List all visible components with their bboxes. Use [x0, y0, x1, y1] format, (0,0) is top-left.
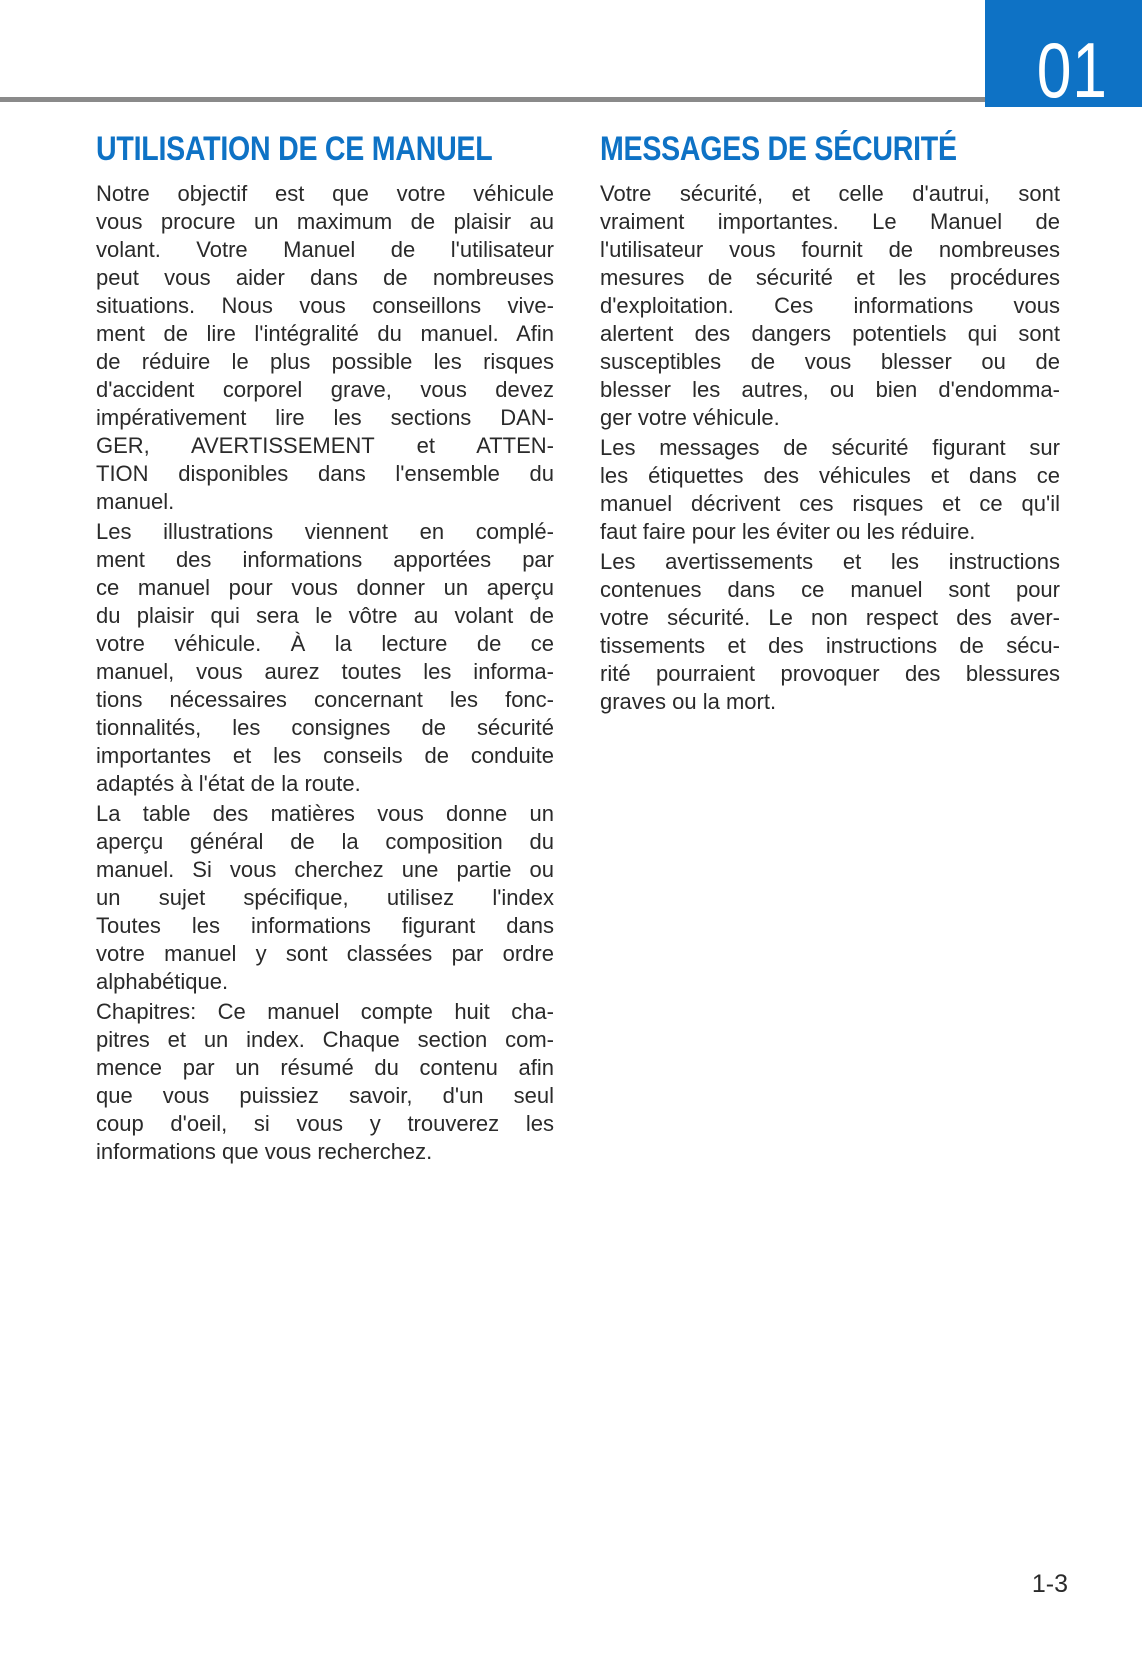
text-line: votre manuel y sont classées par ordre	[96, 941, 554, 966]
text-line: volant. Votre Manuel de l'utilisateur	[96, 237, 554, 262]
text-line: Les illustrations viennent en complé-	[96, 519, 554, 544]
section-heading-utilisation: UTILISATION DE CE MANUEL	[96, 130, 493, 168]
page-number: 1-3	[1031, 1570, 1068, 1598]
paragraph	[600, 548, 1060, 716]
text-line: de réduire le plus possible les risques	[96, 349, 554, 374]
text-line: mence par un résumé du contenu afin	[96, 1055, 554, 1080]
text-line: peut vous aider dans de nombreuses	[96, 265, 554, 290]
paragraph	[600, 180, 1060, 432]
text-line: coup d'oeil, si vous y trouverez les	[96, 1111, 554, 1136]
text-line: tionnalités, les consignes de sécurité	[96, 715, 554, 740]
text-line: susceptibles de vous blesser ou de	[600, 349, 1060, 374]
text-line: d'exploitation. Ces informations vous	[600, 293, 1060, 318]
text-line: manuel, vous aurez toutes les informa-	[96, 659, 554, 684]
text-line: mesures de sécurité et les procédures	[600, 265, 1060, 290]
text-line: adaptés à l'état de la route.	[96, 771, 361, 796]
text-line: votre véhicule. À la lecture de ce	[96, 631, 554, 656]
page-content	[96, 128, 1060, 1168]
text-line: faut faire pour les éviter ou les réduire.	[600, 519, 976, 544]
section-heading-messages: MESSAGES DE SÉCURITÉ	[600, 130, 957, 168]
text-line: TION disponibles dans l'ensemble du	[96, 461, 554, 486]
column-messages	[600, 128, 1060, 1168]
text-line: impérativement lire les sections DAN-	[96, 405, 554, 430]
text-line: GER, AVERTISSEMENT et ATTEN-	[96, 433, 554, 458]
text-line: vous procure un maximum de plaisir au	[96, 209, 554, 234]
paragraph	[96, 180, 554, 516]
text-line: ger votre véhicule.	[600, 405, 780, 430]
column-paragraphs	[96, 180, 554, 1166]
text-line: importantes et les conseils de conduite	[96, 743, 554, 768]
paragraph	[96, 800, 554, 996]
chapter-number: 01	[1036, 26, 1108, 115]
text-line: alphabétique.	[96, 969, 229, 994]
text-line: rité pourraient provoquer des blessures	[600, 661, 1060, 686]
chapter-badge	[985, 0, 1142, 115]
text-line: graves ou la mort.	[600, 689, 777, 714]
text-line: Notre objectif est que votre véhicule	[96, 181, 554, 206]
text-line: manuel décrivent ces risques et ce qu'il	[600, 491, 1060, 516]
text-line: tions nécessaires concernant les fonc-	[96, 687, 554, 712]
text-line: ce manuel pour vous donner un aperçu	[96, 575, 554, 600]
text-line: manuel.	[96, 489, 175, 514]
column-utilisation	[96, 128, 554, 1168]
paragraph	[96, 518, 554, 798]
text-line: Toutes les informations figurant dans	[96, 913, 554, 938]
text-line: pitres et un index. Chaque section com-	[96, 1027, 554, 1052]
column-paragraphs	[600, 180, 1060, 716]
text-line: ment des informations apportées par	[96, 547, 554, 572]
text-line: Les avertissements et les instructions	[600, 549, 1060, 574]
text-line: blesser les autres, ou bien d'endomma-	[600, 377, 1060, 402]
text-line: manuel. Si vous cherchez une partie ou	[96, 857, 554, 882]
text-line: situations. Nous vous conseillons vive-	[96, 293, 554, 318]
text-line: Les messages de sécurité figurant sur	[600, 435, 1060, 460]
header-rule-divider	[0, 97, 985, 102]
paragraph	[600, 434, 1060, 546]
text-line: votre sécurité. Le non respect des aver-	[600, 605, 1060, 630]
text-line: Votre sécurité, et celle d'autrui, sont	[600, 181, 1060, 206]
text-line: aperçu général de la composition du	[96, 829, 554, 854]
text-line: ment de lire l'intégralité du manuel. Afin	[96, 321, 554, 346]
paragraph	[96, 998, 554, 1166]
text-line: Chapitres: Ce manuel compte huit cha-	[96, 999, 554, 1024]
text-line: du plaisir qui sera le vôtre au volant de	[96, 603, 554, 628]
text-line: l'utilisateur vous fournit de nombreuses	[600, 237, 1060, 262]
text-line: d'accident corporel grave, vous devez	[96, 377, 554, 402]
text-line: tissements et des instructions de sécu-	[600, 633, 1060, 658]
text-line: les étiquettes des véhicules et dans ce	[600, 463, 1060, 488]
text-line: que vous puissiez savoir, d'un seul	[96, 1083, 554, 1108]
text-line: alertent des dangers potentiels qui sont	[600, 321, 1060, 346]
text-line: La table des matières vous donne un	[96, 801, 554, 826]
text-line: vraiment importantes. Le Manuel de	[600, 209, 1060, 234]
text-line: informations que vous recherchez.	[96, 1139, 433, 1164]
text-line: un sujet spécifique, utilisez l'index	[96, 885, 554, 910]
text-line: contenues dans ce manuel sont pour	[600, 577, 1060, 602]
